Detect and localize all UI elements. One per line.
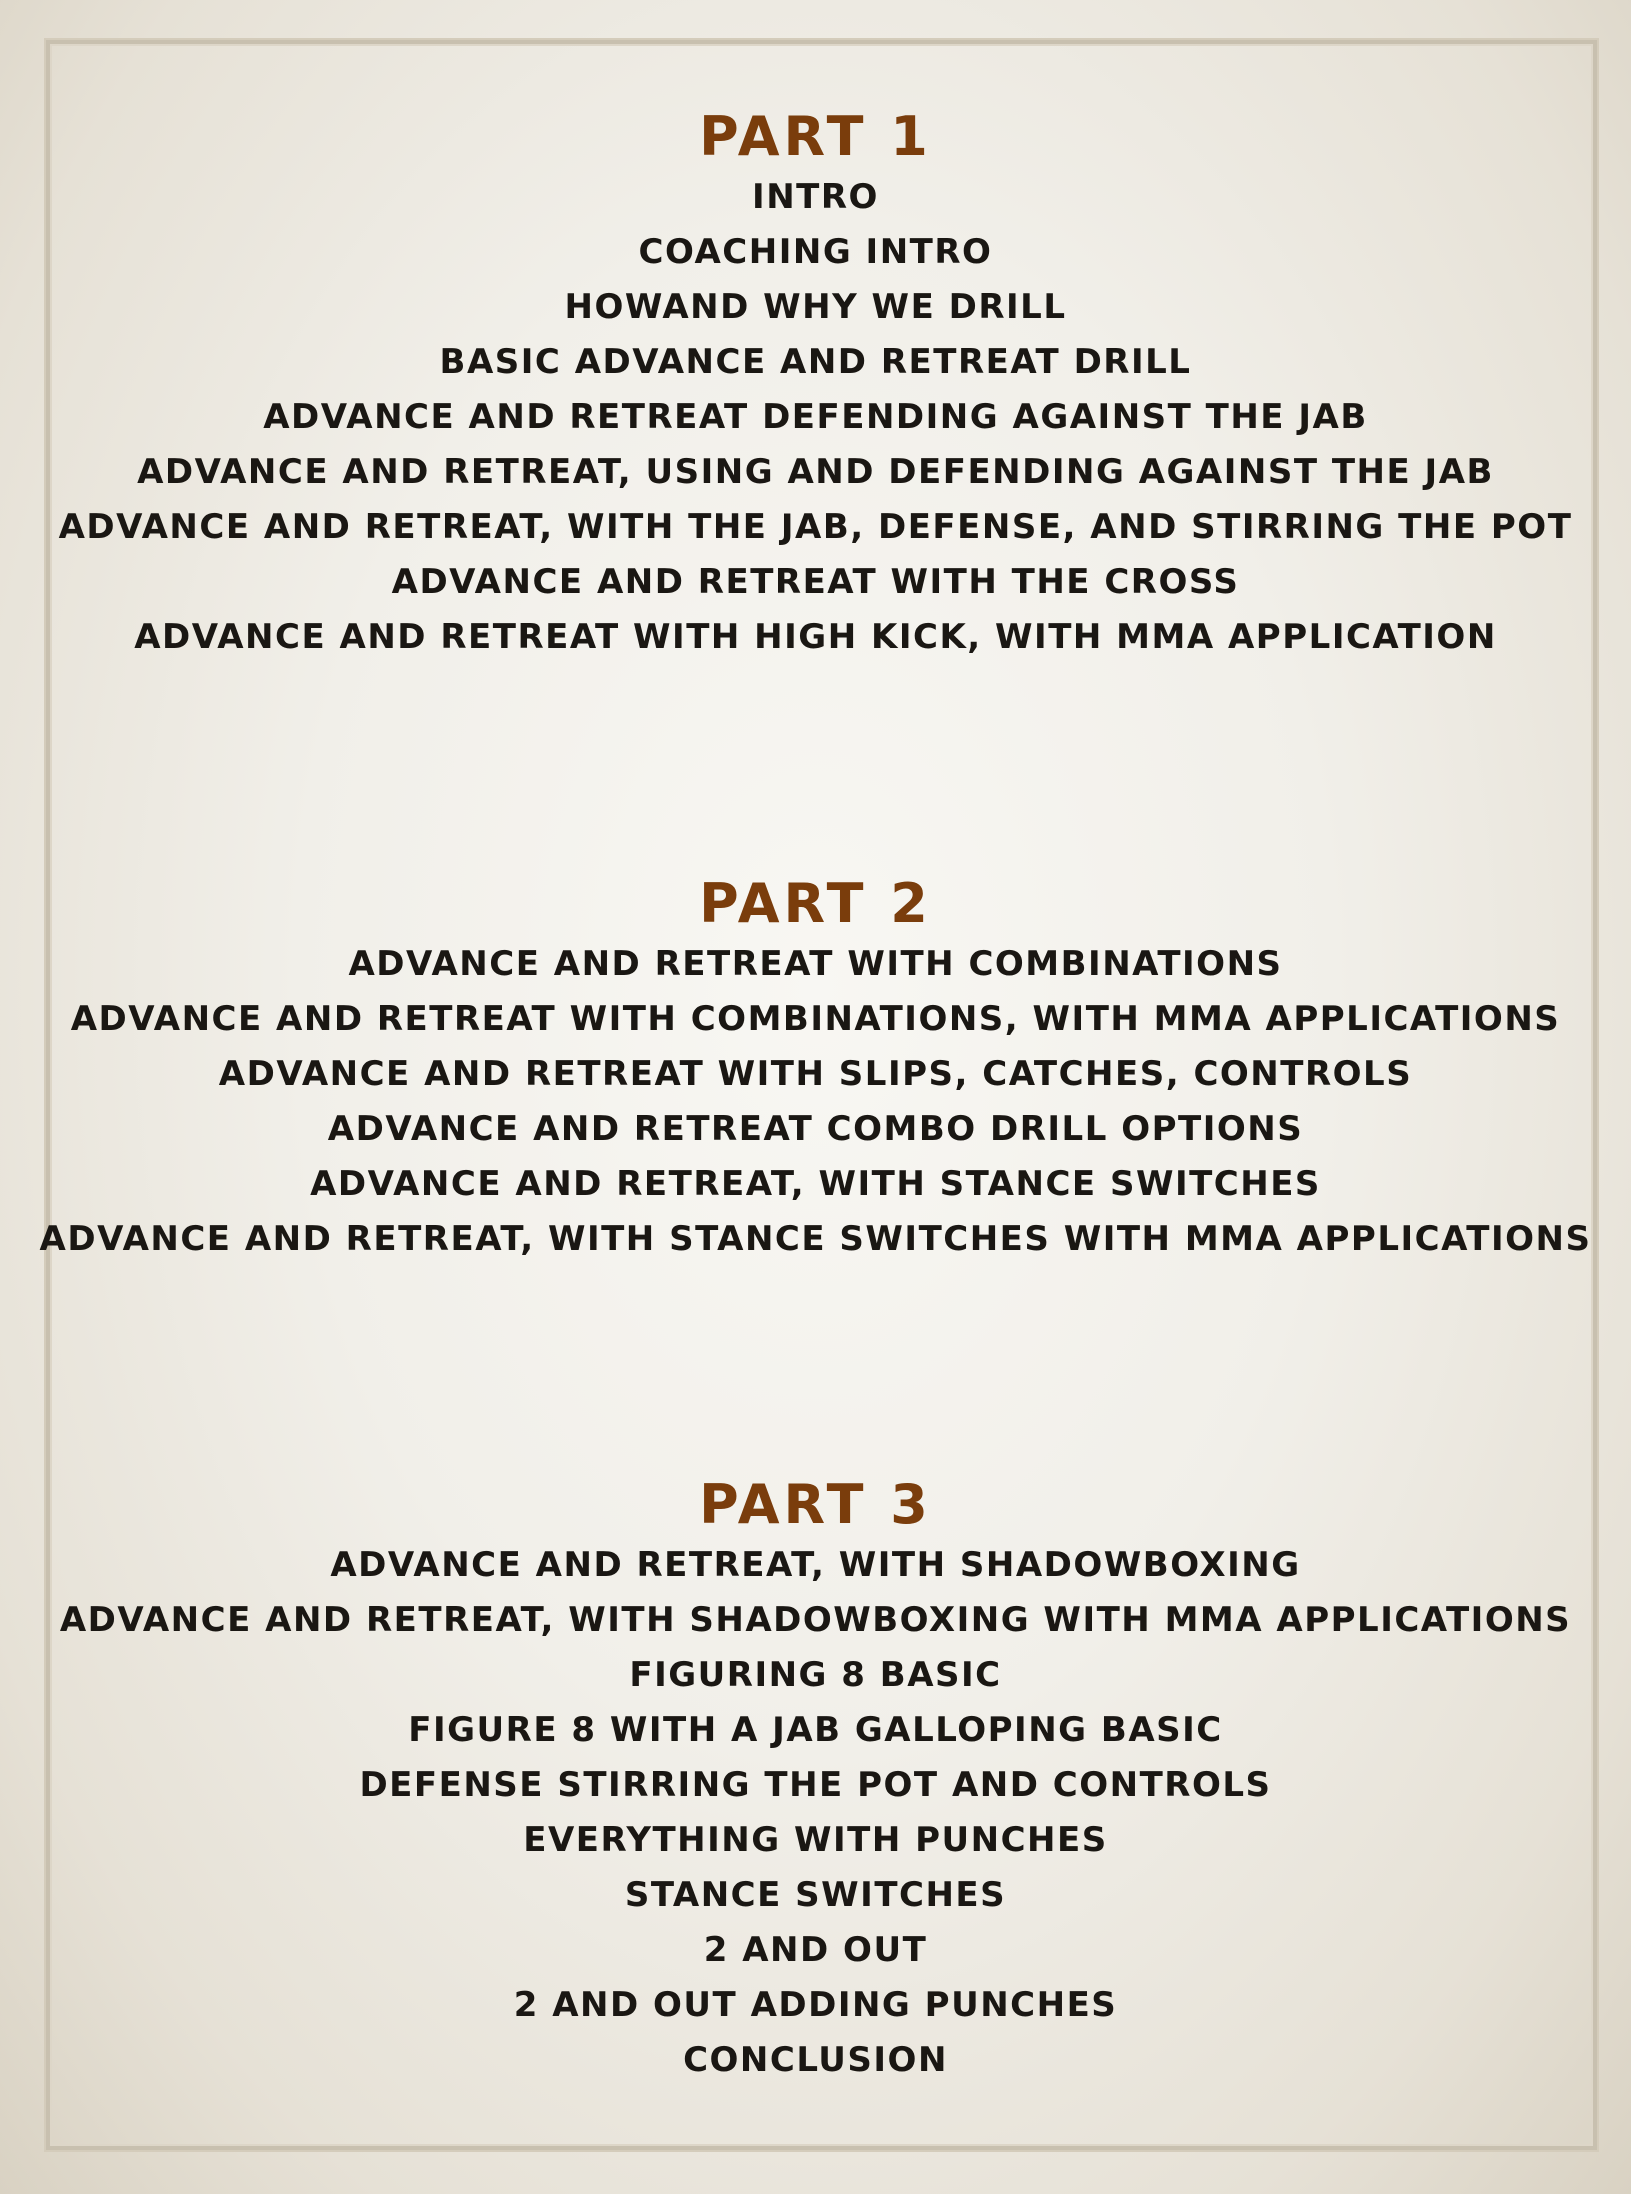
part-2-list [0,937,1631,1267]
list-item: FIGURE 8 WITH A JAB GALLOPING BASIC [408,1710,1223,1750]
list-item: FIGURING 8 BASIC [629,1655,1002,1695]
list-item: CONCLUSION [683,2040,948,2080]
list-item: DEFENSE STIRRING THE POT AND CONTROLS [359,1765,1272,1805]
list-item: ADVANCE AND RETREAT WITH COMBINATIONS [348,944,1283,984]
list-item: INTRO [752,177,879,217]
part-2-heading: PART 2 [699,872,932,935]
list-item: ADVANCE AND RETREAT, WITH SHADOWBOXING [330,1545,1301,1585]
list-item: ADVANCE AND RETREAT, USING AND DEFENDING AGAINST THE JAB [137,452,1494,492]
list-item: ADVANCE AND RETREAT WITH COMBINATIONS, WITH MMA APPLICATIONS [70,999,1561,1039]
list-item: STANCE SWITCHES [624,1875,1007,1915]
list-item: ADVANCE AND RETREAT DEFENDING AGAINST THE JAB [263,397,1368,437]
part-1-heading: PART 1 [699,105,932,168]
list-item: ADVANCE AND RETREAT COMBO DRILL OPTIONS [327,1109,1304,1149]
list-item: ADVANCE AND RETREAT, WITH SHADOWBOXING WITH MMA APPLICATIONS [59,1600,1572,1640]
list-item: 2 AND OUT [703,1930,928,1970]
list-item: HOWAND WHY WE DRILL [564,287,1067,327]
part-3-section [0,1472,1631,2088]
list-item: ADVANCE AND RETREAT, WITH THE JAB, DEFENSE, AND STIRRING THE POT [58,507,1573,547]
list-item: EVERYTHING WITH PUNCHES [523,1820,1108,1860]
list-item: ADVANCE AND RETREAT WITH THE CROSS [391,562,1240,602]
part-1-section [0,104,1631,665]
part-1-list [0,170,1631,665]
part-3-heading: PART 3 [699,1473,932,1536]
part-3-list [0,1538,1631,2088]
list-item: ADVANCE AND RETREAT, WITH STANCE SWITCHES [310,1164,1321,1204]
list-item: ADVANCE AND RETREAT WITH HIGH KICK, WITH MMA APPLICATION [134,617,1497,657]
list-item: ADVANCE AND RETREAT WITH SLIPS, CATCHES, CONTROLS [218,1054,1413,1094]
list-item: COACHING INTRO [638,232,993,272]
list-item: ADVANCE AND RETREAT, WITH STANCE SWITCHES WITH MMA APPLICATIONS [39,1219,1592,1259]
list-item: BASIC ADVANCE AND RETREAT DRILL [439,342,1192,382]
list-item: 2 AND OUT ADDING PUNCHES [513,1985,1118,2025]
part-2-section [0,871,1631,1267]
